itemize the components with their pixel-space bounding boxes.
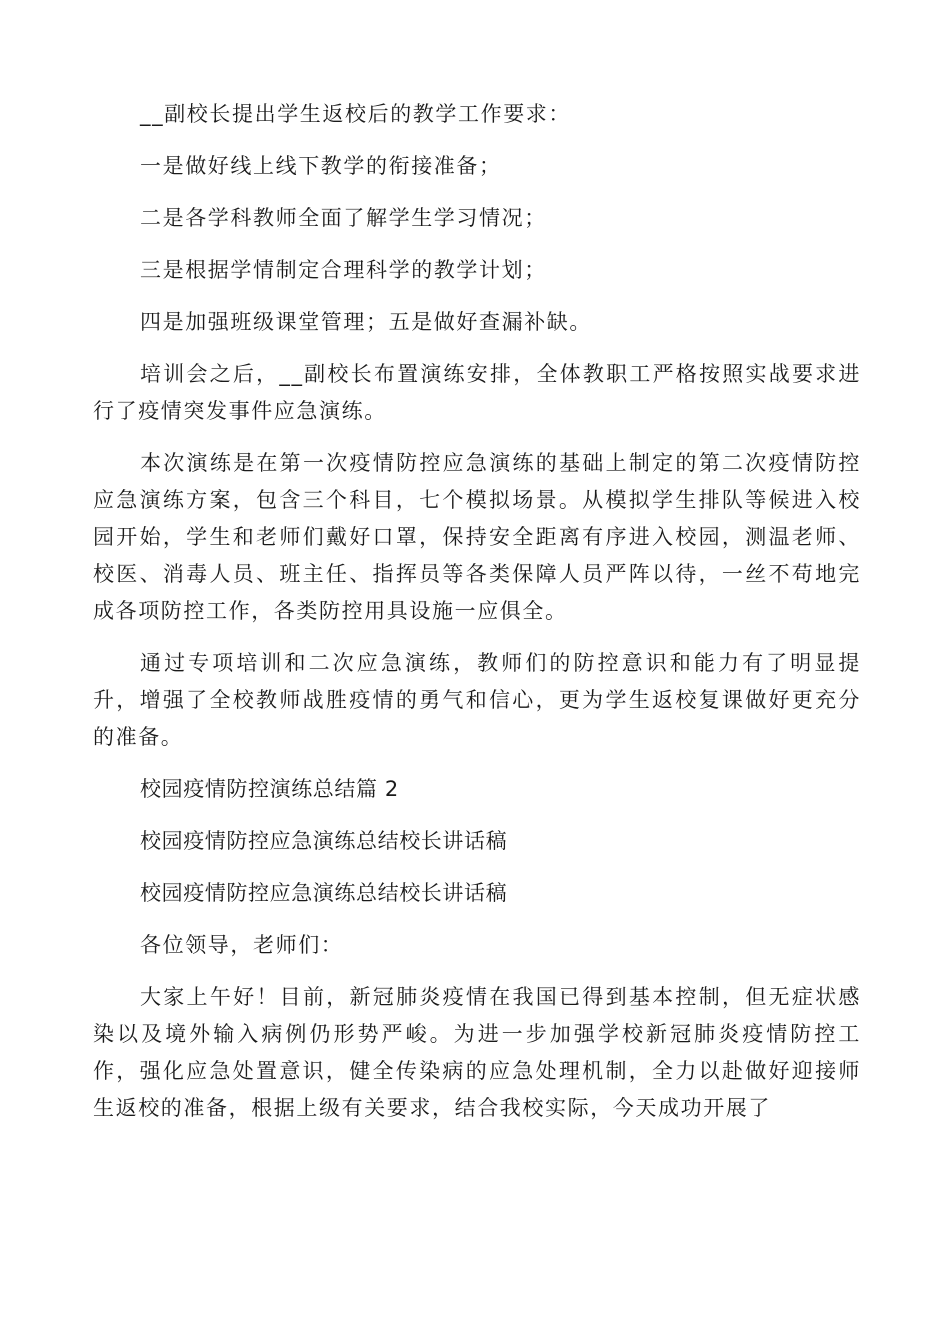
document-page xyxy=(93,96,861,1127)
paragraph-item-1: 一是做好线上线下教学的衔接准备； xyxy=(140,154,502,178)
paragraph-item-2: 二是各学科教师全面了解学生学习情况； xyxy=(140,206,547,230)
speech-title: 校园疫情防控应急演练总结校长讲话稿 xyxy=(140,829,508,853)
paragraph-drill-arrangement: 培训会之后，__副校长布置演练安排，全体教职工严格按照实战要求进行了疫情突发事件应急演练。 xyxy=(93,362,861,423)
section-heading-part-2: 校园疫情防控演练总结篇 2 xyxy=(140,777,399,801)
speech-opening-paragraph: 大家上午好！目前，新冠肺炎疫情在我国已得到基本控制，但无症状感染以及境外输入病例仍形势严峻。为进一步加强学校新冠肺炎疫情防控工作，强化应急处置意识，健全传染病的应急处理机制，全力以赴做好迎接师生返校的准备，根据上级有关要求，结合我校实际，今天成功开展了 xyxy=(93,985,861,1120)
paragraph-drill-description: 本次演练是在第一次疫情防控应急演练的基础上制定的第二次疫情防控应急演练方案，包含三个科目，七个模拟场景。从模拟学生排队等候进入校园开始，学生和老师们戴好口罩，保持安全距离有序进入校园，测温老师、校医、消毒人员、班主任、指挥员等各类保障人员严阵以待，一丝不苟地完成各项防控工作，各类防控用具设施一应俱全。 xyxy=(93,451,861,623)
paragraph-item-3: 三是根据学情制定合理科学的教学计划； xyxy=(140,258,547,282)
speech-salutation: 各位领导，老师们： xyxy=(140,933,344,957)
speech-title-repeat: 校园疫情防控应急演练总结校长讲话稿 xyxy=(140,881,508,905)
paragraph-item-4-5: 四是加强班级课堂管理；五是做好查漏补缺。 xyxy=(140,310,592,334)
paragraph-drill-outcome: 通过专项培训和二次应急演练，教师们的防控意识和能力有了明显提升，增强了全校教师战胜疫情的勇气和信心，更为学生返校复课做好更充分的准备。 xyxy=(93,651,861,749)
paragraph-teaching-requirements: __副校长提出学生返校后的教学工作要求： xyxy=(140,102,571,126)
